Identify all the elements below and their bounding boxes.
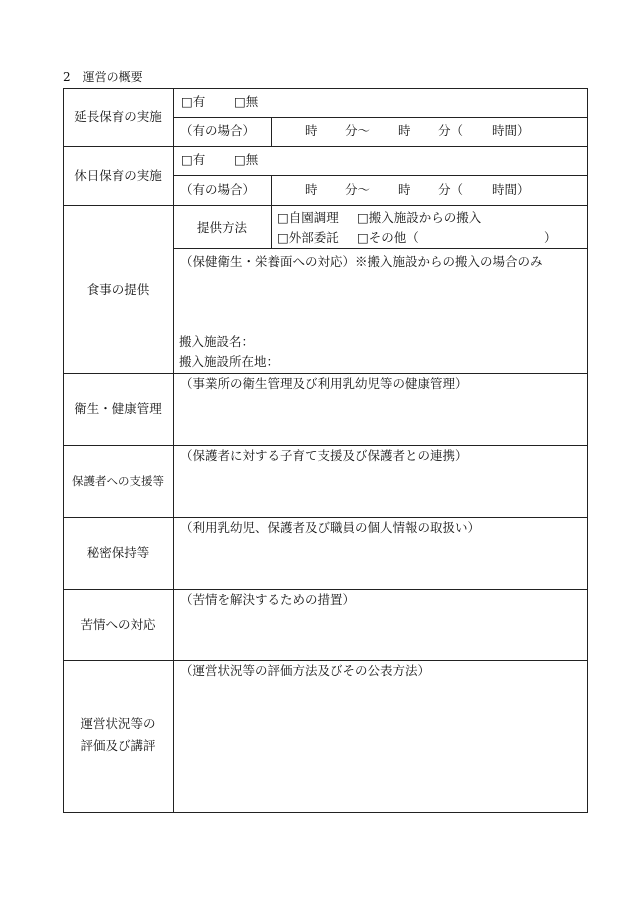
extended-care-minute-start: 分～ [345, 123, 371, 138]
label-column-divider [173, 88, 174, 813]
row-divider [173, 117, 588, 118]
holiday-care-hour-start: 時 [305, 182, 318, 197]
table-border-bottom [63, 812, 588, 813]
meal-provision-label: 食事の提供 [86, 282, 150, 297]
row-divider [63, 445, 588, 446]
holiday-care-label: 休日保育の実施 [74, 168, 162, 183]
extended-care-hour-end: 時 [398, 123, 411, 138]
meal-in-house-checkbox[interactable]: □自園調理 [277, 210, 339, 225]
meal-other-close-paren: ） [544, 230, 557, 245]
holiday-care-minute-start: 分～ [345, 182, 371, 197]
table-border-top [63, 88, 588, 89]
row-divider [173, 175, 588, 176]
evaluation-label-line1: 運営状況等の [80, 716, 156, 731]
extended-care-minute-end: 分（ [438, 123, 464, 138]
meal-hygiene-note: （保健衛生・栄養面への対応）※搬入施設からの搬入の場合のみ [180, 254, 543, 269]
section-heading: 2 運営の概要 [63, 70, 143, 84]
complaints-label: 苦情への対応 [80, 617, 156, 632]
holiday-care-if-yes-label: （有の場合） [180, 182, 256, 197]
hygiene-label: 衛生・健康管理 [74, 401, 162, 416]
guardian-support-label: 保護者への支援等 [72, 474, 164, 488]
extended-care-no-checkbox[interactable]: □無 [234, 94, 259, 109]
meal-outsourced-checkbox[interactable]: □外部委託 [277, 230, 339, 245]
hygiene-note: （事業所の衛生管理及び利用乳幼児等の健康管理） [180, 376, 468, 391]
table-border-right [587, 88, 588, 813]
cell-divider [271, 175, 272, 205]
holiday-care-yes-checkbox[interactable]: □有 [181, 152, 206, 167]
row-divider [173, 248, 588, 249]
extended-care-if-yes-label: （有の場合） [180, 123, 256, 138]
confidentiality-label: 秘密保持等 [86, 545, 150, 560]
complaints-note: （苦情を解決するための措置） [180, 592, 356, 607]
cell-divider [271, 117, 272, 146]
table-border-left [63, 88, 64, 813]
row-divider [63, 373, 588, 374]
holiday-care-minute-end: 分（ [438, 182, 464, 197]
holiday-care-hour-end: 時 [398, 182, 411, 197]
holiday-care-no-checkbox[interactable]: □無 [234, 152, 259, 167]
extended-care-yes-checkbox[interactable]: □有 [181, 94, 206, 109]
extended-care-label: 延長保育の実施 [74, 109, 162, 124]
evaluation-label-line2: 評価及び講評 [80, 738, 156, 753]
delivery-facility-name-field[interactable]: 搬入施設名： [179, 334, 255, 349]
cell-divider [271, 205, 272, 248]
confidentiality-note: （利用乳幼児、保護者及び職員の個人情報の取扱い） [180, 520, 481, 535]
meal-method-label: 提供方法 [196, 220, 247, 235]
row-divider [63, 517, 588, 518]
meal-delivered-checkbox[interactable]: □搬入施設からの搬入 [357, 210, 482, 225]
row-divider [63, 589, 588, 590]
evaluation-note: （運営状況等の評価方法及びその公表方法） [180, 663, 431, 678]
guardian-support-note: （保護者に対する子育て支援及び保護者との連携） [180, 448, 468, 463]
extended-care-hour-start: 時 [305, 123, 318, 138]
row-divider [63, 146, 588, 147]
row-divider [63, 205, 588, 206]
holiday-care-hours-total: 時間） [492, 182, 530, 197]
meal-other-checkbox[interactable]: □その他（ [357, 230, 419, 245]
row-divider [63, 660, 588, 661]
extended-care-hours-total: 時間） [492, 123, 530, 138]
delivery-facility-address-field[interactable]: 搬入施設所在地： [179, 354, 280, 369]
operation-overview-form [63, 88, 588, 813]
